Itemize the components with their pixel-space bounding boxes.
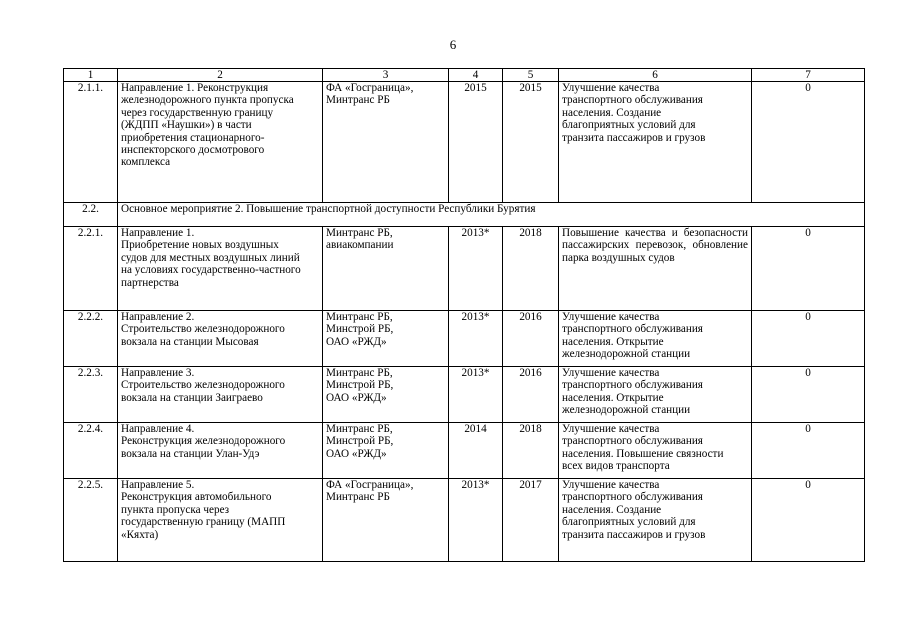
row-number: 2.2.1. [64, 227, 118, 311]
table-row [64, 367, 865, 423]
start-year: 2014 [449, 423, 503, 479]
section-row [64, 203, 865, 227]
table-row [64, 227, 865, 311]
column-number: 2 [118, 69, 323, 82]
column-number: 3 [323, 69, 449, 82]
table-row [64, 311, 865, 367]
row-number: 2.2.5. [64, 479, 118, 562]
start-year: 2013* [449, 367, 503, 423]
column-number: 5 [503, 69, 559, 82]
indicator-value: 0 [752, 227, 865, 311]
page-number: 6 [449, 37, 457, 52]
executors: Минтранс РБ, авиакомпании [323, 227, 449, 311]
end-year: 2018 [503, 423, 559, 479]
expected-result: Улучшение качества транспортного обслуживания населения. Открытие железнодорожной станции [559, 367, 752, 423]
row-number: 2.1.1. [64, 82, 118, 203]
column-number: 7 [752, 69, 865, 82]
end-year: 2016 [503, 311, 559, 367]
end-year: 2015 [503, 82, 559, 203]
row-number: 2.2.3. [64, 367, 118, 423]
section-number: 2.2. [64, 203, 118, 227]
start-year: 2013* [449, 227, 503, 311]
indicator-value: 0 [752, 479, 865, 562]
column-number: 4 [449, 69, 503, 82]
row-number: 2.2.4. [64, 423, 118, 479]
expected-result: Повышение качества и безопасности пассажирских перевозок, обновление парка воздушных судов [559, 227, 752, 311]
table-row [64, 479, 865, 562]
activity-name: Направление 3. Строительство железнодорожного вокзала на станции Заиграево [118, 367, 323, 423]
activities-table [63, 68, 865, 562]
column-number-row [64, 69, 865, 82]
activity-name: Направление 2. Строительство железнодорожного вокзала на станции Мысовая [118, 311, 323, 367]
activity-name: Направление 1. Приобретение новых воздушных судов для местных воздушных линий на условиях государственно-частного партнерства [118, 227, 323, 311]
indicator-value: 0 [752, 82, 865, 203]
end-year: 2016 [503, 367, 559, 423]
executors: Минтранс РБ, Минстрой РБ, ОАО «РЖД» [323, 423, 449, 479]
end-year: 2018 [503, 227, 559, 311]
executors: Минтранс РБ, Минстрой РБ, ОАО «РЖД» [323, 311, 449, 367]
start-year: 2013* [449, 311, 503, 367]
executors: ФА «Госграница», Минтранс РБ [323, 479, 449, 562]
activity-name: Направление 4. Реконструкция железнодорожного вокзала на станции Улан-Удэ [118, 423, 323, 479]
section-title: Основное мероприятие 2. Повышение транспортной доступности Республики Бурятия [118, 203, 865, 227]
activity-name: Направление 1. Реконструкция железнодорожного пункта пропуска через государственную границу (ЖДПП «Наушки») в части приобретения стационарного- инспекторского досмотрового комплекса [118, 82, 323, 203]
expected-result: Улучшение качества транспортного обслуживания населения. Создание благоприятных условий для транзита пассажиров и грузов [559, 82, 752, 203]
end-year: 2017 [503, 479, 559, 562]
column-number: 1 [64, 69, 118, 82]
start-year: 2013* [449, 479, 503, 562]
expected-result: Улучшение качества транспортного обслуживания населения. Создание благоприятных условий для транзита пассажиров и грузов [559, 479, 752, 562]
executors: ФА «Госграница», Минтранс РБ [323, 82, 449, 203]
table-row [64, 82, 865, 203]
indicator-value: 0 [752, 423, 865, 479]
indicator-value: 0 [752, 311, 865, 367]
expected-result: Улучшение качества транспортного обслуживания населения. Повышение связности всех видов транспорта [559, 423, 752, 479]
activity-name: Направление 5. Реконструкция автомобильного пункта пропуска через государственную границу (МАПП «Кяхта) [118, 479, 323, 562]
executors: Минтранс РБ, Минстрой РБ, ОАО «РЖД» [323, 367, 449, 423]
column-number: 6 [559, 69, 752, 82]
expected-result: Улучшение качества транспортного обслуживания населения. Открытие железнодорожной станции [559, 311, 752, 367]
indicator-value: 0 [752, 367, 865, 423]
start-year: 2015 [449, 82, 503, 203]
table-row [64, 423, 865, 479]
row-number: 2.2.2. [64, 311, 118, 367]
